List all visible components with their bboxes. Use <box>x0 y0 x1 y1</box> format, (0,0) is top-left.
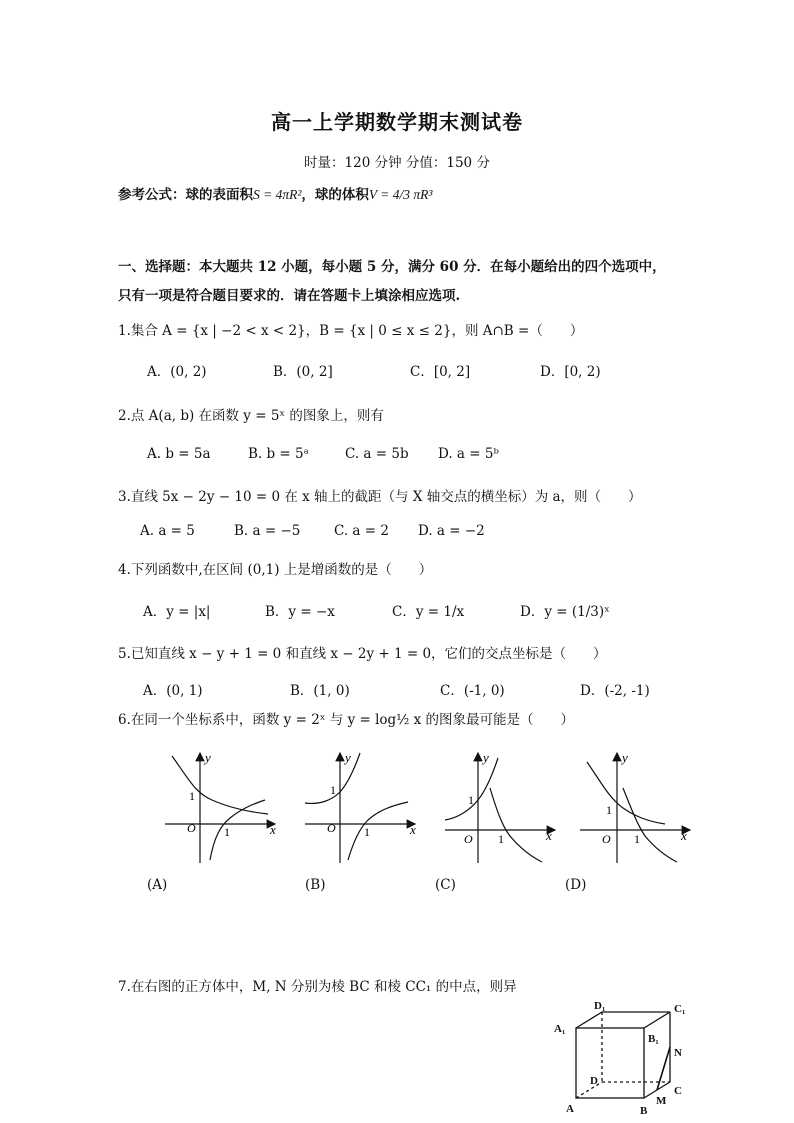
sphere-surface-formula: S = 4πR² <box>253 187 302 202</box>
q4-option-c: C．y = 1/x <box>392 604 465 620</box>
cube-figure <box>548 998 698 1120</box>
q6-option-d: (D) <box>565 877 587 893</box>
graph-d-y-label: y <box>622 750 628 765</box>
q3-option-a: A. a = 5 <box>140 523 195 539</box>
cube-label-b: B <box>640 1105 648 1117</box>
graph-c-one-x: 1 <box>498 832 504 846</box>
q6-option-b: (B) <box>305 877 326 893</box>
q2-option-d: D. a = 5ᵇ <box>438 446 499 462</box>
graph-d-origin: O <box>602 832 611 846</box>
cube-label-m: M <box>656 1095 667 1107</box>
graph-d-one-x: 1 <box>634 832 640 846</box>
graph-a-origin: O <box>187 821 196 835</box>
q5-option-b: B．(1, 0) <box>290 683 350 699</box>
question-3-stem: 3.直线 5x − 2y − 10 = 0 在 x 轴上的截距（与 X 轴交点的横坐标）为 a，则（ ） <box>118 489 642 505</box>
formula-prefix: 参考公式：球的表面积 <box>118 187 253 203</box>
cube-front-face <box>576 1028 644 1098</box>
q6-option-c: (C) <box>435 877 456 893</box>
graph-b <box>305 753 415 863</box>
question-7-stem: 7.在右图的正方体中，M, N 分别为棱 BC 和棱 CC₁ 的中点，则异 <box>118 979 517 995</box>
graph-c <box>445 753 555 863</box>
q2-option-b: B. b = 5ᵃ <box>248 446 309 462</box>
q5-option-d: D．(-2, -1) <box>580 683 650 699</box>
graph-c-one-y: 1 <box>468 793 474 807</box>
question-4-stem: 4.下列函数中,在区间 (0,1) 上是增函数的是（ ） <box>118 562 433 578</box>
q6-graphs <box>150 748 710 870</box>
q2-option-a: A. b = 5a <box>147 446 211 462</box>
q4-option-a: A．y = |x| <box>143 604 211 620</box>
q2-option-c: C. a = 5b <box>345 446 409 462</box>
q3-option-d: D. a = −2 <box>418 523 485 539</box>
cube-label-c1: C₁ <box>674 1003 686 1015</box>
graph-a-y-label: y <box>205 750 211 765</box>
question-6-stem: 6.在同一个坐标系中，函数 y = 2ˣ 与 y = log½ x 的图象最可能是（ ） <box>118 712 574 728</box>
cube-label-d: D <box>590 1075 598 1087</box>
graph-b-x-label: x <box>410 822 416 837</box>
cube-label-a1: A₁ <box>554 1023 566 1035</box>
graph-a <box>165 753 275 863</box>
graph-b-y-label: y <box>345 750 351 765</box>
section-header-line2: 只有一项是符合题目要求的．请在答题卡上填涂相应选项. <box>118 288 461 304</box>
cube-label-a: A <box>566 1103 574 1115</box>
q3-option-c: C. a = 2 <box>334 523 389 539</box>
graph-b-origin: O <box>327 821 336 835</box>
sphere-volume-formula: V = 4/3 πR³ <box>368 187 433 202</box>
q3-option-b: B. a = −5 <box>234 523 301 539</box>
page-title: 高一上学期数学期末测试卷 <box>271 110 523 134</box>
q1-option-d: D．[0, 2) <box>540 364 601 380</box>
cube-label-b1: B₁ <box>648 1033 659 1045</box>
q6-option-a: (A) <box>147 877 168 893</box>
graph-c-origin: O <box>464 832 473 846</box>
q5-option-c: C．(-1, 0) <box>440 683 505 699</box>
q5-option-a: A．(0, 1) <box>143 683 203 699</box>
graph-a-one-x: 1 <box>224 825 230 839</box>
graph-a-exp-curve <box>172 756 268 814</box>
graph-c-x-label: x <box>546 828 552 843</box>
graph-a-x-label: x <box>270 822 276 837</box>
q4-option-b: B．y = −x <box>265 604 335 620</box>
q1-option-b: B．(0, 2] <box>273 364 333 380</box>
question-2-stem: 2.点 A(a, b) 在函数 y = 5ˣ 的图象上，则有 <box>118 408 384 424</box>
exam-meta: 时量：120 分钟 分值：150 分 <box>304 155 490 171</box>
graph-b-one-y: 1 <box>330 783 336 797</box>
cube-label-d1: D₁ <box>594 1000 606 1012</box>
cube-label-n: N <box>674 1047 682 1059</box>
q1-option-c: C．[0, 2] <box>410 364 471 380</box>
cube-label-c: C <box>674 1085 682 1097</box>
graph-b-one-x: 1 <box>364 825 370 839</box>
q1-option-a: A．(0, 2) <box>147 364 207 380</box>
question-1-stem: 1.集合 A = {x | −2 < x < 2}，B = {x | 0 ≤ x ≤ 2}，则 A∩B =（ ） <box>118 323 584 339</box>
graph-d-x-label: x <box>681 828 687 843</box>
graph-a-one-y: 1 <box>189 789 195 803</box>
section-header-line1: 一、选择题：本大题共 12 小题，每小题 5 分，满分 60 分．在每小题给出的四个选项中， <box>118 259 666 275</box>
graph-d <box>580 753 690 863</box>
question-5-stem: 5.已知直线 x − y + 1 = 0 和直线 x − 2y + 1 = 0，它们的交点坐标是（ ） <box>118 646 607 662</box>
graph-c-y-label: y <box>483 750 489 765</box>
graph-d-one-y: 1 <box>606 803 612 817</box>
formula-mid: ，球的体积 <box>301 187 369 203</box>
reference-formula <box>118 183 432 203</box>
q4-option-d: D．y = (1/3)ˣ <box>520 604 610 620</box>
